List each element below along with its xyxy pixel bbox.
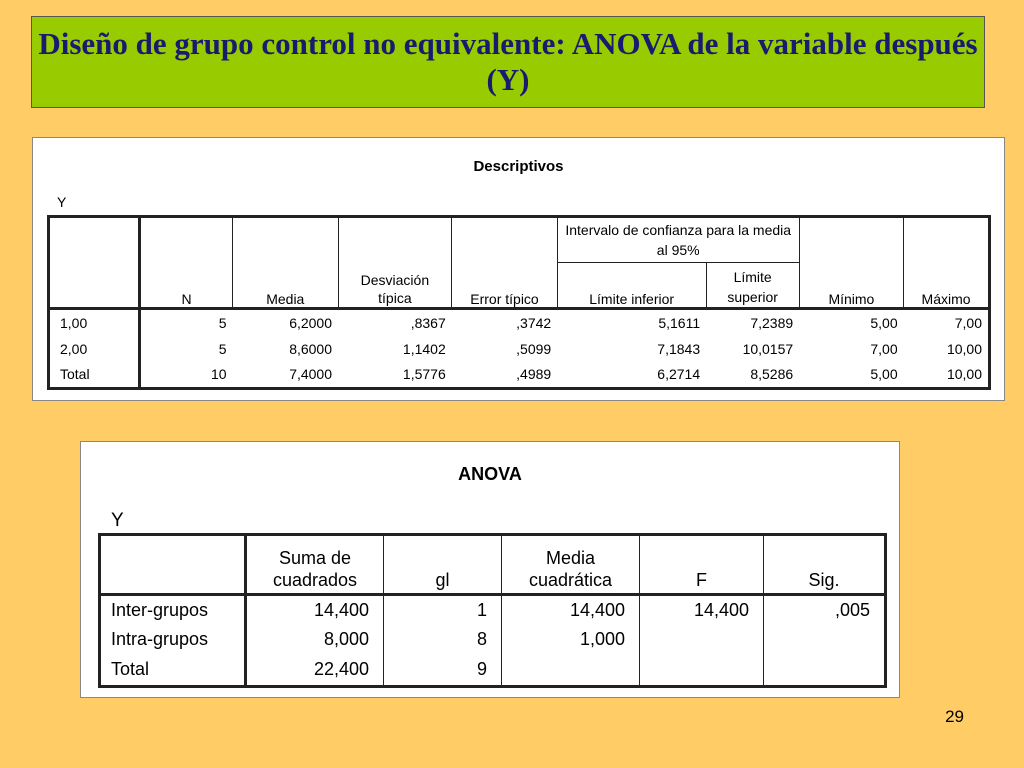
table-row: Intra-grupos 8,000 8 1,000 [100,625,886,655]
header-lim-inf: Límite inferior [557,263,706,309]
table-row: 1,00 5 6,2000 ,8367 ,3742 5,1611 7,2389 5,00 7,00 [49,309,990,336]
page-number: 29 [945,707,964,726]
header-n: N [139,217,232,309]
table-row: Inter-grupos 14,400 1 14,400 14,400 ,005 [100,595,886,625]
descriptivos-panel [32,137,1005,401]
header-f: F [640,535,764,595]
header-media-cuadratica: Media cuadrática [502,535,640,595]
slide-title: Diseño de grupo control no equivalente: ANOVA de la variable después (Y) [38,26,978,97]
header-media: Media [233,217,338,309]
header-suma: Suma de cuadrados [246,535,384,595]
slide-title-box [31,16,985,108]
table-row: Total 10 7,4000 1,5776 ,4989 6,2714 8,5286 5,00 10,00 [49,362,990,389]
table-row: 2,00 5 8,6000 1,1402 ,5099 7,1843 10,0157 7,00 10,00 [49,336,990,362]
header-minimo: Mínimo [799,217,903,309]
anova-title: ANOVA [458,464,522,484]
anova-panel [80,441,900,698]
header-sig: Sig. [764,535,886,595]
header-gl: gl [384,535,502,595]
descriptivos-title: Descriptivos [473,158,564,175]
header-intervalo: Intervalo de confianza para la media al 95% [557,217,799,263]
table-row: Total 22,400 9 [100,655,886,687]
header-lim-sup: Límite superior [706,263,799,309]
header-desviacion: Desviación típica [338,217,452,309]
anova-variable-label: Y [111,510,124,531]
anova-table [98,533,887,688]
descriptivos-variable-label: Y [57,194,67,210]
header-error: Error típico [452,217,557,309]
descriptivos-table [47,215,991,390]
header-maximo: Máximo [904,217,990,309]
